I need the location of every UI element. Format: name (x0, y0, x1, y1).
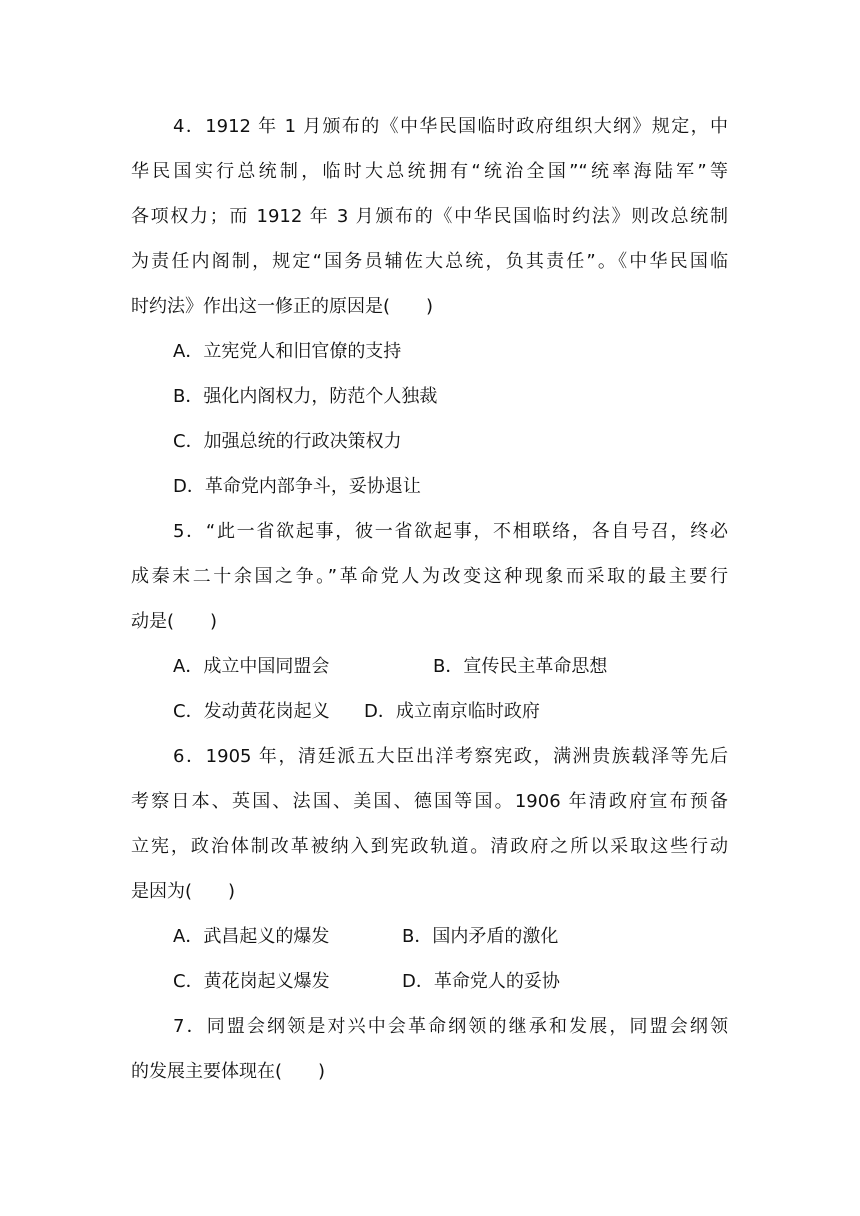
question-6-stem-text: 立宪，政治体制改革被纳入到宪政轨道。清政府之所以采取这些行动 (131, 836, 728, 857)
question-6-stem-text: 考察日本、英国、法国、美国、德国等国。1906 年清政府宣布预备 (131, 791, 728, 812)
option-d-text: D．革命党人的妥协 (402, 971, 560, 992)
question-4-stem-line (0, 111, 860, 143)
question-5-stem-line (0, 516, 860, 548)
question-5-stem-text: 成秦末二十余国之争。”革命党人为改变这种现象而采取的最主要行 (131, 566, 728, 587)
question-5-stem-line (0, 561, 860, 593)
question-7-stem-line (0, 1011, 860, 1043)
option-b (0, 381, 860, 413)
question-6-stem-line (0, 831, 860, 863)
question-4-stem-text: 各项权力；而 1912 年 3 月颁布的《中华民国临时约法》则改总统制 (131, 206, 728, 227)
question-6-stem-text: 是因为( ) (131, 881, 236, 902)
option-d (0, 471, 860, 503)
option-row (0, 966, 860, 998)
question-5-stem-line (0, 606, 860, 638)
option-d-text: D．革命党内部争斗，妥协退让 (173, 476, 421, 497)
option-c-text: C．加强总统的行政决策权力 (173, 431, 402, 452)
option-b-text: B．国内矛盾的激化 (402, 926, 559, 947)
question-4-stem-line (0, 156, 860, 188)
question-6-stem-line (0, 786, 860, 818)
option-row (0, 921, 860, 953)
question-4-stem-text: 华民国实行总统制，临时大总统拥有“统治全国”“统率海陆军”等 (131, 161, 728, 182)
question-6-stem-line (0, 741, 860, 773)
question-4-stem-line (0, 291, 860, 323)
option-a-text: A．成立中国同盟会 (173, 656, 330, 677)
question-7-stem-line (0, 1056, 860, 1088)
option-c (0, 426, 860, 458)
question-4-stem-text: 为责任内阁制，规定“国务员辅佐大总统，负其责任”。《中华民国临 (131, 251, 728, 272)
option-a-text: A．立宪党人和旧官僚的支持 (173, 341, 402, 362)
option-a (0, 336, 860, 368)
question-4-stem-line (0, 246, 860, 278)
question-4-stem-text: 时约法》作出这一修正的原因是( ) (131, 296, 434, 317)
question-7-stem-text: 7．同盟会纲领是对兴中会革命纲领的继承和发展，同盟会纲领 (173, 1016, 728, 1037)
option-b-text: B．宣传民主革命思想 (433, 656, 608, 677)
question-4-stem-line (0, 201, 860, 233)
option-row (0, 651, 860, 683)
question-7-stem-text: 的发展主要体现在( ) (131, 1061, 326, 1082)
option-a-text: A．武昌起义的爆发 (173, 926, 330, 947)
option-b-text: B．强化内阁权力，防范个人独裁 (173, 386, 438, 407)
option-c-text: C．发动黄花岗起义 (173, 701, 330, 722)
question-4-stem-text: 4．1912 年 1 月颁布的《中华民国临时政府组织大纲》规定，中 (173, 116, 728, 137)
option-row (0, 696, 860, 728)
question-5-stem-text: 5．“此一省欲起事，彼一省欲起事，不相联络，各自号召，终必 (173, 521, 728, 542)
question-5-stem-text: 动是( ) (131, 611, 218, 632)
question-6-stem-text: 6．1905 年，清廷派五大臣出洋考察宪政，满洲贵族载泽等先后 (173, 746, 728, 767)
option-d-text: D．成立南京临时政府 (364, 701, 540, 722)
option-c-text: C．黄花岗起义爆发 (173, 971, 330, 992)
question-6-stem-line (0, 876, 860, 908)
